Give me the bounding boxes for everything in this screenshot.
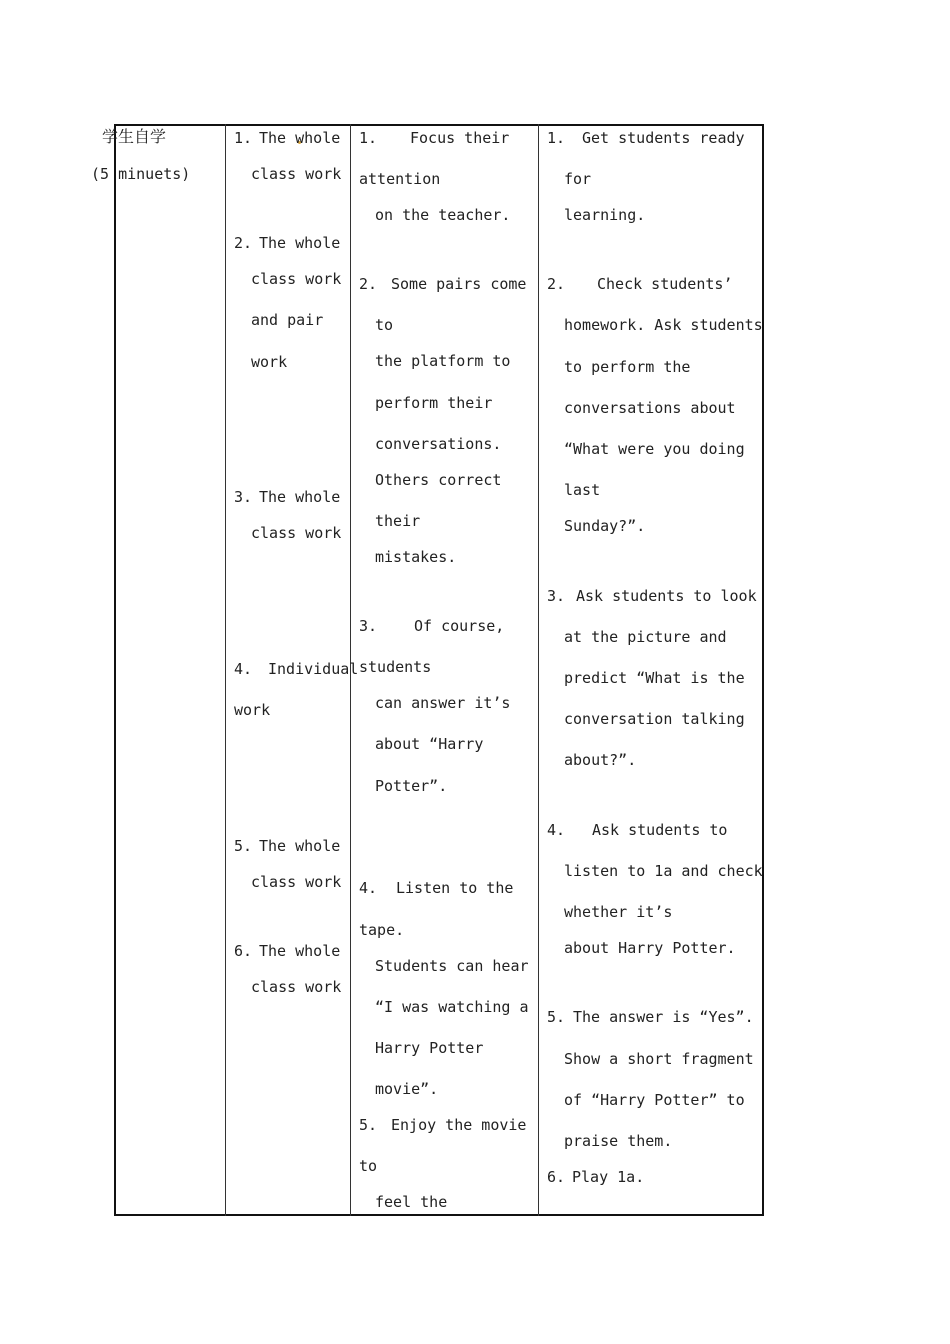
student-line: tape. <box>359 921 405 939</box>
teacher-line: Ask students to look <box>576 587 757 605</box>
teacher-num: 2. <box>547 275 566 293</box>
activity-line: class work <box>251 978 342 996</box>
student-line: attention <box>359 170 441 188</box>
student-num: 2. <box>359 275 378 293</box>
student-line: Focus their <box>410 129 510 147</box>
activity-line: The whole <box>259 942 341 960</box>
student-line: movie”. <box>375 1080 439 1098</box>
teacher-line: at the picture and <box>564 628 727 646</box>
stage-time: (5 minuets) <box>91 165 191 183</box>
activity-line: The whole <box>259 234 341 252</box>
activity-num: 2. <box>234 234 253 252</box>
teacher-line: homework. Ask students <box>564 316 763 334</box>
activity-line: and pair <box>251 311 324 329</box>
activity-line: class work <box>251 524 342 542</box>
teacher-num: 3. <box>547 587 566 605</box>
column-divider <box>225 124 226 1216</box>
teacher-line: about?”. <box>564 751 637 769</box>
student-num: 5. <box>359 1116 378 1134</box>
student-num: 1. <box>359 129 378 147</box>
teacher-line: The answer is “Yes”. <box>573 1008 754 1026</box>
activity-line: The whole <box>259 129 341 147</box>
student-line: Some pairs come <box>391 275 527 293</box>
student-line: feel the <box>375 1193 448 1211</box>
teacher-line: Sunday?”. <box>564 517 646 535</box>
teacher-line: conversation talking <box>564 710 745 728</box>
teacher-line: “What were you doing <box>564 440 745 458</box>
stage-title: 学生自学 <box>102 127 167 146</box>
student-line: Of course, <box>414 617 505 635</box>
teacher-line: conversations about <box>564 399 736 417</box>
teacher-num: 4. <box>547 821 566 839</box>
student-line: mistakes. <box>375 548 457 566</box>
activity-line: class work <box>251 270 342 288</box>
student-line: their <box>375 512 421 530</box>
student-line: to <box>359 1157 378 1175</box>
teacher-line: Show a short fragment <box>564 1050 754 1068</box>
student-line: Enjoy the movie <box>391 1116 527 1134</box>
activity-line: work <box>234 701 271 719</box>
student-line: students <box>359 658 432 676</box>
teacher-line: Play 1a. <box>572 1168 645 1186</box>
student-line: on the teacher. <box>375 206 511 224</box>
student-line: the platform to <box>375 352 511 370</box>
activity-num: 4. <box>234 660 253 678</box>
teacher-num: 5. <box>547 1008 566 1026</box>
teacher-line: predict “What is the <box>564 669 745 687</box>
teacher-line: praise them. <box>564 1132 673 1150</box>
teacher-line: Ask students to <box>592 821 728 839</box>
student-line: Students can hear <box>375 957 529 975</box>
teacher-line: Check students’ <box>597 275 733 293</box>
teacher-line: about Harry Potter. <box>564 939 736 957</box>
teacher-line: learning. <box>564 206 646 224</box>
teacher-line: listen to 1a and check <box>564 862 763 880</box>
teacher-line: whether it’s <box>564 903 673 921</box>
activity-line: The whole <box>259 488 341 506</box>
student-num: 4. <box>359 879 378 897</box>
student-num: 3. <box>359 617 378 635</box>
activity-line: Individual <box>268 660 359 678</box>
student-line: Harry Potter <box>375 1039 484 1057</box>
teacher-num: 1. <box>547 129 566 147</box>
activity-line: The whole <box>259 837 341 855</box>
student-line: Others correct <box>375 471 502 489</box>
activity-num: 6. <box>234 942 253 960</box>
student-line: conversations. <box>375 435 502 453</box>
activity-line: work <box>251 353 288 371</box>
student-line: about “Harry <box>375 735 484 753</box>
teacher-num: 6. <box>547 1168 566 1186</box>
teacher-line: to perform the <box>564 358 691 376</box>
activity-line: class work <box>251 873 342 891</box>
activity-num: 1. <box>234 129 253 147</box>
activity-line: class work <box>251 165 342 183</box>
student-line: can answer it’s <box>375 694 511 712</box>
student-line: Listen to the <box>396 879 514 897</box>
activity-num: 3. <box>234 488 253 506</box>
student-line: to <box>375 316 394 334</box>
teacher-line: Get students ready <box>582 129 745 147</box>
column-divider <box>538 124 539 1216</box>
teacher-line: last <box>564 481 601 499</box>
student-line: perform their <box>375 394 493 412</box>
teacher-line: of “Harry Potter” to <box>564 1091 745 1109</box>
student-line: Potter”. <box>375 777 448 795</box>
student-line: “I was watching a <box>375 998 529 1016</box>
teacher-line: for <box>564 170 592 188</box>
activity-num: 5. <box>234 837 253 855</box>
